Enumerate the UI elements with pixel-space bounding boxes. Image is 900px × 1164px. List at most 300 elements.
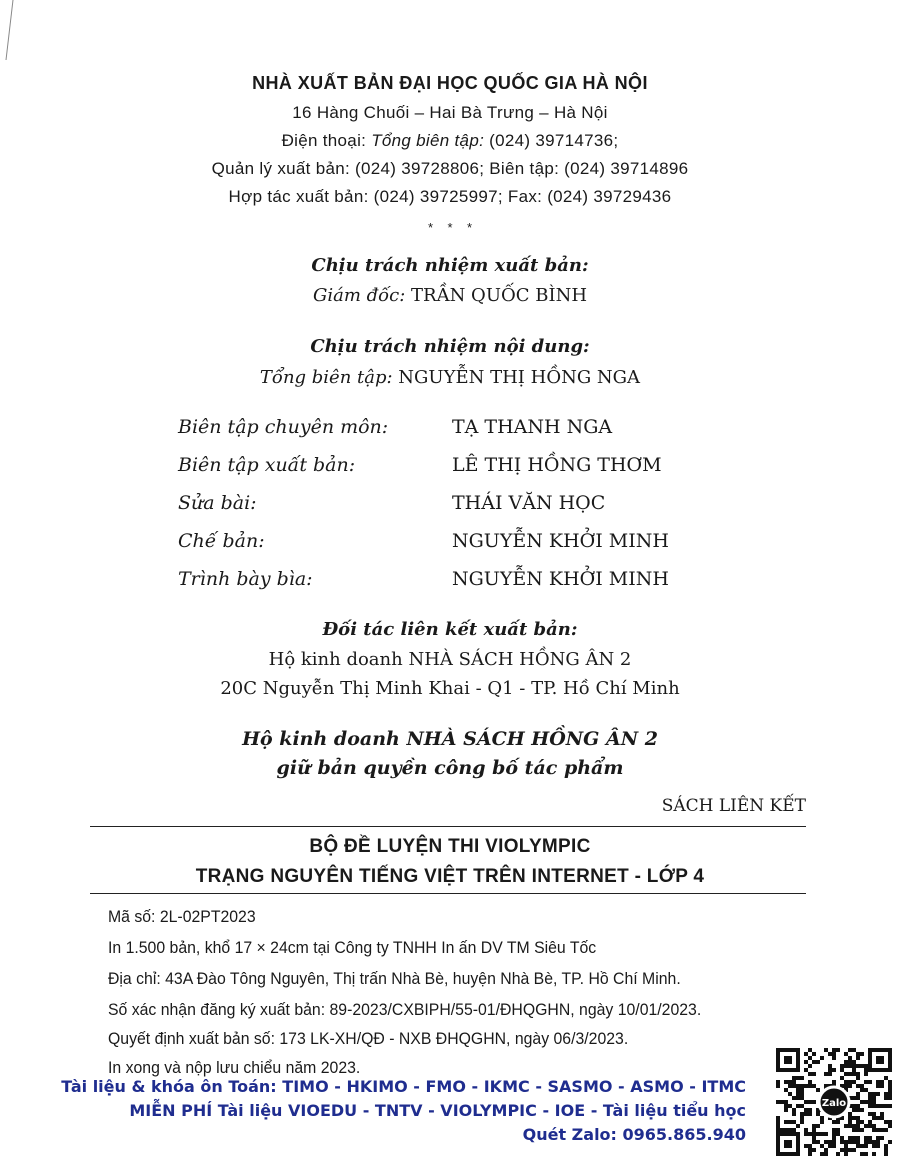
qr-module bbox=[856, 1092, 860, 1096]
qr-module bbox=[804, 1084, 808, 1088]
qr-module bbox=[848, 1120, 852, 1124]
qr-module bbox=[812, 1052, 816, 1056]
qr-module bbox=[852, 1060, 856, 1064]
qr-module bbox=[872, 1124, 876, 1128]
qr-module bbox=[812, 1136, 816, 1140]
qr-module bbox=[888, 1104, 892, 1108]
qr-module bbox=[820, 1056, 824, 1060]
qr-module bbox=[820, 1144, 824, 1148]
qr-module bbox=[884, 1128, 888, 1132]
qr-module bbox=[840, 1140, 844, 1144]
qr-module bbox=[864, 1088, 868, 1092]
imprint-decision: Quyết định xuất bản số: 173 LK-XH/QĐ - NXB ĐHQGHN, ngày 06/3/2023. bbox=[108, 1029, 629, 1048]
qr-module bbox=[860, 1100, 864, 1104]
qr-module bbox=[888, 1096, 892, 1100]
qr-module bbox=[808, 1048, 812, 1052]
qr-module bbox=[856, 1056, 860, 1060]
qr-module bbox=[808, 1144, 812, 1148]
qr-module bbox=[828, 1064, 832, 1068]
qr-module bbox=[888, 1080, 892, 1084]
qr-module bbox=[856, 1084, 860, 1088]
credit-role: Sửa bài: bbox=[178, 492, 257, 514]
qr-module bbox=[860, 1088, 864, 1092]
qr-module bbox=[776, 1120, 780, 1124]
qr-module bbox=[888, 1088, 892, 1092]
qr-module bbox=[860, 1144, 864, 1148]
qr-module bbox=[860, 1128, 864, 1132]
editor-role: Tổng biên tập: bbox=[259, 367, 399, 388]
qr-module bbox=[856, 1096, 860, 1100]
qr-module bbox=[784, 1108, 788, 1112]
qr-module bbox=[816, 1088, 820, 1092]
qr-module bbox=[816, 1124, 820, 1128]
qr-module bbox=[872, 1116, 876, 1120]
qr-module bbox=[792, 1112, 796, 1116]
qr-module bbox=[800, 1120, 804, 1124]
qr-module bbox=[872, 1112, 876, 1116]
qr-module bbox=[832, 1068, 836, 1072]
zalo-badge: Zalo bbox=[821, 1098, 847, 1109]
qr-module bbox=[804, 1100, 808, 1104]
credit-name: TẠ THANH NGA bbox=[452, 416, 613, 438]
qr-module bbox=[812, 1124, 816, 1128]
qr-module bbox=[848, 1148, 852, 1152]
qr-module bbox=[868, 1124, 872, 1128]
qr-module bbox=[872, 1104, 876, 1108]
qr-module bbox=[832, 1144, 836, 1148]
qr-module bbox=[812, 1148, 816, 1152]
qr-module bbox=[868, 1140, 872, 1144]
section-separator: * * * bbox=[427, 220, 473, 235]
qr-module bbox=[792, 1108, 796, 1112]
qr-module bbox=[788, 1120, 792, 1124]
qr-module bbox=[828, 1052, 832, 1056]
qr-module bbox=[860, 1052, 864, 1056]
qr-module bbox=[836, 1132, 840, 1136]
qr-module bbox=[816, 1060, 820, 1064]
qr-module bbox=[880, 1112, 884, 1116]
qr-module bbox=[812, 1140, 816, 1144]
phone-label: Điện thoại: bbox=[281, 131, 372, 150]
qr-module bbox=[804, 1112, 808, 1116]
qr-module bbox=[884, 1096, 888, 1100]
qr-module bbox=[824, 1152, 828, 1156]
qr-module bbox=[800, 1092, 804, 1096]
qr-module bbox=[844, 1080, 848, 1084]
qr-module bbox=[788, 1092, 792, 1096]
qr-module bbox=[876, 1136, 880, 1140]
partner-address: 20C Nguyễn Thị Minh Khai - Q1 - TP. Hồ Chí Minh bbox=[220, 678, 680, 699]
qr-module bbox=[808, 1112, 812, 1116]
qr-module bbox=[848, 1140, 852, 1144]
qr-module bbox=[872, 1092, 876, 1096]
qr-module bbox=[884, 1092, 888, 1096]
qr-module bbox=[888, 1140, 892, 1144]
qr-module bbox=[808, 1152, 812, 1156]
qr-module bbox=[836, 1120, 840, 1124]
qr-module bbox=[808, 1084, 812, 1088]
qr-module bbox=[812, 1100, 816, 1104]
qr-module bbox=[864, 1136, 868, 1140]
qr-module bbox=[884, 1076, 888, 1080]
qr-module bbox=[860, 1152, 864, 1156]
credit-role: Biên tập chuyên môn: bbox=[178, 416, 389, 438]
qr-module bbox=[808, 1148, 812, 1152]
qr-module bbox=[792, 1084, 796, 1088]
copyright-holder: Hộ kinh doanh NHÀ SÁCH HỒNG ÂN 2 bbox=[242, 728, 658, 750]
qr-module bbox=[812, 1060, 816, 1064]
qr-module bbox=[864, 1064, 868, 1068]
qr-module bbox=[884, 1104, 888, 1108]
scan-margin-mark bbox=[3, 0, 15, 70]
qr-module bbox=[844, 1064, 848, 1068]
qr-module bbox=[872, 1096, 876, 1100]
footer-line-1: Tài liệu & khóa ôn Toán: TIMO - HKIMO - FMO - IKMC - SASMO - ASMO - ITMC bbox=[61, 1077, 746, 1096]
publisher-phone-line bbox=[0, 131, 900, 151]
divider-bottom bbox=[90, 893, 806, 894]
qr-module bbox=[832, 1136, 836, 1140]
qr-module bbox=[792, 1076, 796, 1080]
qr-module bbox=[844, 1144, 848, 1148]
qr-module bbox=[856, 1140, 860, 1144]
qr-module bbox=[856, 1052, 860, 1056]
qr-module bbox=[784, 1080, 788, 1084]
credit-row bbox=[178, 568, 798, 596]
qr-module bbox=[860, 1064, 864, 1068]
qr-module bbox=[788, 1104, 792, 1108]
qr-module bbox=[804, 1128, 808, 1132]
phone-value: (024) 39714736; bbox=[484, 131, 619, 150]
qr-module bbox=[884, 1120, 888, 1124]
credit-row bbox=[178, 530, 798, 558]
qr-module bbox=[804, 1052, 808, 1056]
qr-module bbox=[792, 1096, 796, 1100]
qr-module bbox=[820, 1132, 824, 1136]
qr-module bbox=[868, 1080, 872, 1084]
qr-module bbox=[856, 1128, 860, 1132]
qr-module bbox=[840, 1068, 844, 1072]
qr-module bbox=[804, 1060, 808, 1064]
qr-code-graphic bbox=[774, 1046, 894, 1158]
qr-module bbox=[852, 1108, 856, 1112]
qr-module bbox=[824, 1148, 828, 1152]
qr-module bbox=[856, 1144, 860, 1148]
qr-module bbox=[800, 1084, 804, 1088]
editor-in-chief-line bbox=[0, 367, 900, 388]
qr-module bbox=[800, 1088, 804, 1092]
qr-module bbox=[864, 1068, 868, 1072]
qr-module bbox=[796, 1096, 800, 1100]
qr-module bbox=[856, 1120, 860, 1124]
qr-module bbox=[860, 1108, 864, 1112]
qr-module bbox=[872, 1144, 876, 1148]
qr-module bbox=[848, 1060, 852, 1064]
qr-module bbox=[852, 1048, 856, 1052]
qr-module bbox=[792, 1128, 796, 1132]
qr-module bbox=[804, 1144, 808, 1148]
director-name: TRẦN QUỐC BÌNH bbox=[411, 285, 588, 306]
qr-module bbox=[868, 1104, 872, 1108]
qr-module bbox=[824, 1132, 828, 1136]
qr-module bbox=[816, 1140, 820, 1144]
qr-module bbox=[880, 1104, 884, 1108]
qr-module bbox=[840, 1148, 844, 1152]
qr-module bbox=[800, 1076, 804, 1080]
credit-row bbox=[178, 454, 798, 482]
qr-module bbox=[872, 1128, 876, 1132]
qr-module bbox=[852, 1072, 856, 1076]
imprint-code: Mã số: 2L-02PT2023 bbox=[108, 907, 256, 926]
qr-module bbox=[868, 1096, 872, 1100]
qr-module bbox=[880, 1084, 884, 1088]
qr-module bbox=[848, 1084, 852, 1088]
qr-module bbox=[828, 1068, 832, 1072]
qr-module bbox=[780, 1128, 784, 1132]
qr-module bbox=[876, 1104, 880, 1108]
qr-module bbox=[796, 1092, 800, 1096]
qr-module bbox=[836, 1128, 840, 1132]
footer-zalo-line: Quét Zalo: 0965.865.940 bbox=[522, 1125, 746, 1144]
content-responsibility-heading: Chịu trách nhiệm nội dung: bbox=[310, 336, 590, 357]
qr-module bbox=[852, 1136, 856, 1140]
qr-module bbox=[836, 1048, 840, 1052]
qr-module bbox=[856, 1072, 860, 1076]
partner-name: Hộ kinh doanh NHÀ SÁCH HỒNG ÂN 2 bbox=[268, 649, 632, 670]
qr-module bbox=[856, 1116, 860, 1120]
imprint-address: Địa chỉ: 43A Đào Tông Nguyên, Thị trấn Nhà Bè, huyện Nhà Bè, TP. Hồ Chí Minh. bbox=[108, 969, 681, 988]
qr-module bbox=[864, 1152, 868, 1156]
qr-module bbox=[876, 1080, 880, 1084]
qr-module bbox=[844, 1124, 848, 1128]
qr-code-icon[interactable] bbox=[774, 1046, 894, 1158]
qr-module bbox=[860, 1084, 864, 1088]
qr-module bbox=[856, 1076, 860, 1080]
qr-module bbox=[852, 1116, 856, 1120]
qr-module bbox=[852, 1124, 856, 1128]
qr-module bbox=[784, 1104, 788, 1108]
qr-module bbox=[872, 1140, 876, 1144]
qr-module bbox=[856, 1064, 860, 1068]
qr-module bbox=[780, 1100, 784, 1104]
qr-module bbox=[832, 1128, 836, 1132]
qr-module bbox=[792, 1120, 796, 1124]
qr-module bbox=[852, 1096, 856, 1100]
partner-heading: Đối tác liên kết xuất bản: bbox=[322, 619, 578, 640]
qr-module bbox=[832, 1140, 836, 1144]
qr-module bbox=[808, 1072, 812, 1076]
qr-module bbox=[784, 1100, 788, 1104]
qr-module bbox=[836, 1152, 840, 1156]
qr-module bbox=[796, 1104, 800, 1108]
credit-role: Trình bày bìa: bbox=[178, 568, 313, 590]
qr-module bbox=[832, 1120, 836, 1124]
qr-module bbox=[864, 1072, 868, 1076]
credit-name: NGUYỄN KHỞI MINH bbox=[452, 530, 669, 552]
qr-module bbox=[800, 1104, 804, 1108]
qr-module bbox=[840, 1076, 844, 1080]
qr-module bbox=[864, 1100, 868, 1104]
qr-module bbox=[868, 1120, 872, 1124]
qr-module bbox=[796, 1088, 800, 1092]
qr-module bbox=[868, 1100, 872, 1104]
qr-module bbox=[784, 1120, 788, 1124]
qr-module bbox=[884, 1144, 888, 1148]
qr-module bbox=[816, 1132, 820, 1136]
qr-module bbox=[832, 1132, 836, 1136]
qr-module bbox=[808, 1108, 812, 1112]
imprint-deposit: In xong và nộp lưu chiểu năm 2023. bbox=[108, 1058, 361, 1077]
qr-module bbox=[820, 1116, 824, 1120]
qr-module bbox=[804, 1132, 808, 1136]
qr-module bbox=[844, 1052, 848, 1056]
qr-module bbox=[776, 1124, 780, 1128]
qr-module bbox=[852, 1080, 856, 1084]
qr-module bbox=[808, 1080, 812, 1084]
qr-module bbox=[852, 1140, 856, 1144]
qr-module bbox=[828, 1072, 832, 1076]
qr-module bbox=[860, 1120, 864, 1124]
qr-module bbox=[812, 1128, 816, 1132]
qr-module bbox=[868, 1112, 872, 1116]
copyright-statement: giữ bản quyền công bố tác phẩm bbox=[276, 757, 624, 779]
qr-module bbox=[888, 1084, 892, 1088]
phone-role: Tổng biên tập: bbox=[371, 131, 485, 150]
qr-module bbox=[788, 1080, 792, 1084]
qr-module bbox=[848, 1072, 852, 1076]
qr-module bbox=[864, 1124, 868, 1128]
qr-module bbox=[832, 1056, 836, 1060]
qr-module bbox=[784, 1128, 788, 1132]
qr-module bbox=[820, 1120, 824, 1124]
qr-module bbox=[796, 1076, 800, 1080]
qr-module bbox=[880, 1116, 884, 1120]
book-type-label: SÁCH LIÊN KẾT bbox=[661, 796, 806, 816]
qr-module bbox=[864, 1080, 868, 1084]
qr-module bbox=[880, 1080, 884, 1084]
publish-responsibility-heading: Chịu trách nhiệm xuất bản: bbox=[311, 255, 589, 276]
credit-role: Biên tập xuất bản: bbox=[178, 454, 356, 476]
qr-module bbox=[844, 1084, 848, 1088]
qr-module bbox=[828, 1144, 832, 1148]
director-role: Giám đốc: bbox=[312, 285, 412, 306]
qr-module bbox=[856, 1108, 860, 1112]
qr-module bbox=[880, 1128, 884, 1132]
qr-module bbox=[848, 1124, 852, 1128]
qr-module bbox=[804, 1108, 808, 1112]
qr-module bbox=[844, 1060, 848, 1064]
qr-module bbox=[884, 1152, 888, 1156]
qr-module bbox=[776, 1116, 780, 1120]
qr-module bbox=[876, 1116, 880, 1120]
qr-module bbox=[788, 1084, 792, 1088]
imprint-registration: Số xác nhận đăng ký xuất bản: 89-2023/CXBIPH/55-01/ĐHQGHN, ngày 10/01/2023. bbox=[108, 1000, 702, 1019]
editor-name: NGUYỄN THỊ HỒNG NGA bbox=[398, 367, 641, 388]
qr-module bbox=[876, 1144, 880, 1148]
qr-module bbox=[848, 1112, 852, 1116]
qr-module bbox=[804, 1068, 808, 1072]
qr-module bbox=[812, 1084, 816, 1088]
qr-module bbox=[852, 1148, 856, 1152]
qr-module bbox=[800, 1116, 804, 1120]
publisher-phone-line-2: Quản lý xuất bản: (024) 39728806; Biên tập: (024) 39714896 bbox=[211, 159, 689, 178]
qr-module bbox=[888, 1120, 892, 1124]
publisher-name: NHÀ XUẤT BẢN ĐẠI HỌC QUỐC GIA HÀ NỘI bbox=[252, 73, 648, 93]
qr-module bbox=[776, 1128, 780, 1132]
qr-module bbox=[776, 1084, 780, 1088]
credit-name: THÁI VĂN HỌC bbox=[452, 492, 606, 514]
qr-module bbox=[848, 1048, 852, 1052]
imprint-print-run: In 1.500 bản, khổ 17 × 24cm tại Công ty TNHH In ấn DV TM Siêu Tốc bbox=[108, 938, 597, 957]
qr-module bbox=[876, 1140, 880, 1144]
qr-module bbox=[888, 1124, 892, 1128]
qr-module bbox=[840, 1136, 844, 1140]
qr-module bbox=[876, 1084, 880, 1088]
book-title-line-1: BỘ ĐỀ LUYỆN THI VIOLYMPIC bbox=[309, 836, 591, 857]
qr-module bbox=[844, 1152, 848, 1156]
credit-name: NGUYỄN KHỞI MINH bbox=[452, 568, 669, 590]
qr-module bbox=[824, 1140, 828, 1144]
qr-module bbox=[844, 1148, 848, 1152]
credit-row bbox=[178, 416, 798, 444]
qr-module bbox=[844, 1140, 848, 1144]
qr-module bbox=[812, 1132, 816, 1136]
qr-module bbox=[808, 1100, 812, 1104]
book-title-line-2: TRẠNG NGUYÊN TIẾNG VIỆT TRÊN INTERNET - LỚP 4 bbox=[195, 866, 705, 887]
qr-module bbox=[792, 1080, 796, 1084]
qr-module bbox=[868, 1136, 872, 1140]
qr-module bbox=[800, 1096, 804, 1100]
qr-module bbox=[856, 1136, 860, 1140]
qr-module bbox=[784, 1088, 788, 1092]
qr-module bbox=[824, 1048, 828, 1052]
qr-module bbox=[788, 1128, 792, 1132]
qr-module bbox=[796, 1084, 800, 1088]
credit-name: LÊ THỊ HỒNG THƠM bbox=[452, 454, 662, 476]
qr-module bbox=[816, 1112, 820, 1116]
qr-module bbox=[888, 1092, 892, 1096]
qr-module bbox=[848, 1080, 852, 1084]
qr-module bbox=[840, 1064, 844, 1068]
qr-module bbox=[852, 1064, 856, 1068]
qr-module bbox=[800, 1112, 804, 1116]
qr-module bbox=[844, 1072, 848, 1076]
qr-module bbox=[872, 1100, 876, 1104]
qr-module bbox=[776, 1100, 780, 1104]
qr-module bbox=[848, 1056, 852, 1060]
qr-module bbox=[872, 1152, 876, 1156]
publisher-phone-line-3: Hợp tác xuất bản: (024) 39725997; Fax: (024) 39729436 bbox=[228, 187, 672, 206]
qr-module bbox=[828, 1140, 832, 1144]
qr-module bbox=[832, 1052, 836, 1056]
qr-module bbox=[808, 1132, 812, 1136]
qr-module bbox=[876, 1092, 880, 1096]
qr-module bbox=[796, 1124, 800, 1128]
footer-line-2: MIỄN PHÍ Tài liệu VIOEDU - TNTV - VIOLYMPIC - IOE - Tài liệu tiểu học bbox=[129, 1101, 746, 1120]
qr-module bbox=[852, 1128, 856, 1132]
credit-role: Chế bản: bbox=[178, 530, 265, 552]
qr-module bbox=[848, 1116, 852, 1120]
qr-module bbox=[848, 1136, 852, 1140]
publisher-address: 16 Hàng Chuối – Hai Bà Trưng – Hà Nội bbox=[292, 103, 608, 122]
qr-module bbox=[856, 1104, 860, 1108]
qr-module bbox=[820, 1152, 824, 1156]
qr-module bbox=[864, 1140, 868, 1144]
qr-module bbox=[868, 1092, 872, 1096]
qr-module bbox=[864, 1144, 868, 1148]
qr-module bbox=[876, 1128, 880, 1132]
qr-module bbox=[880, 1136, 884, 1140]
qr-module bbox=[856, 1124, 860, 1128]
